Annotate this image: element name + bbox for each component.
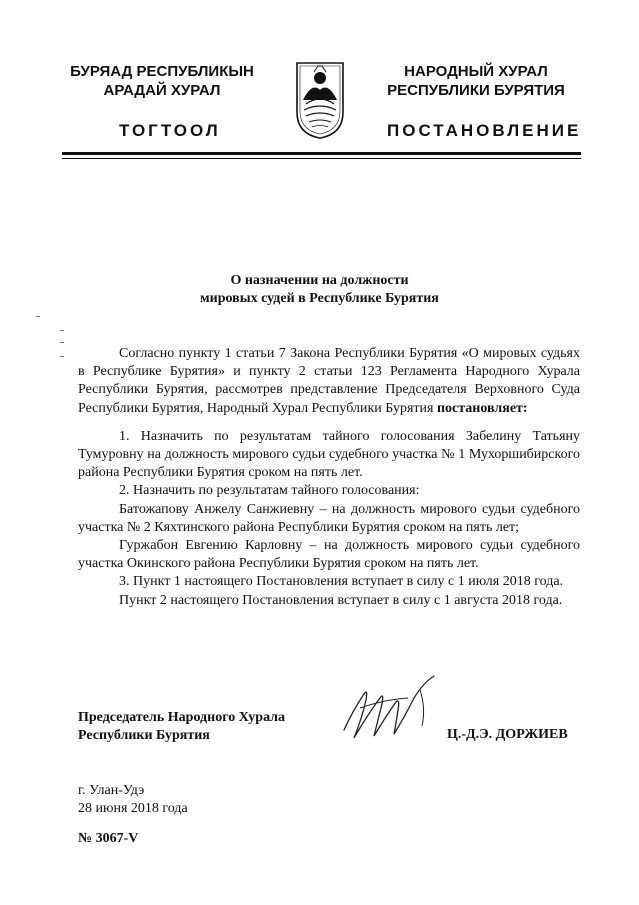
signatory-position <box>78 709 285 745</box>
body-item-3b: Пункт 2 настоящего Постановления вступает в силу с 1 августа 2018 года. <box>119 592 563 608</box>
document-number: № 3067-V <box>78 831 139 846</box>
body-item-3: 3. Пункт 1 настоящего Постановления вступает в силу с 1 июля 2018 года. <box>119 574 564 590</box>
header-left-org <box>58 62 266 100</box>
body-item-2: 2. Назначить по результатам тайного голосования: <box>119 483 420 499</box>
place-and-date <box>78 782 188 818</box>
coat-of-arms-buryatia-icon <box>294 60 346 140</box>
document-title-line2: мировых судей в Республике Бурятия <box>200 291 439 306</box>
document-body <box>78 345 580 610</box>
header-right-line1: НАРОДНЫЙ ХУРАЛ <box>404 63 548 80</box>
document-title-line1: О назначении на должности <box>230 273 409 288</box>
document-date: 28 июня 2018 года <box>78 801 188 816</box>
body-item-2b: Гуржабон Евгению Карловну – на должность мирового судьи судебного участка Окинского района Республики Бурятия сроком на пять лет. <box>78 538 580 572</box>
margin-tick <box>60 330 64 331</box>
document-title <box>100 272 539 308</box>
body-item-1: 1. Назначить по результатам тайного голосования Забелину Татьяну Тумуровну на должность мирового судьи судебного участка № 1 Мухоршибирского района Республики Бурятия сроком на пять лет. <box>78 428 580 481</box>
signatory-position-line1: Председатель Народного Хурала <box>78 710 286 725</box>
preamble-text: Согласно пункту 1 статьи 7 Закона Республики Бурятия «О мировых судьях в Республике Бурятия» и пункту 2 статьи 123 Регламента Народного Хурала Республики Бурятия, рассмотрев представление Председателя Верховного Суда Республики Бурятия, Народный Хурал Республики Бурятия <box>78 346 580 416</box>
resolves-word: постановляет: <box>436 400 528 416</box>
signatory-position-line2: Республики Бурятия <box>78 728 210 743</box>
header-left-line1: БУРЯАД РЕСПУБЛИКЫН <box>70 63 254 80</box>
header-divider-thin <box>62 158 581 159</box>
header-right-line2: РЕСПУБЛИКИ БУРЯТИЯ <box>387 82 565 99</box>
header-left-line2: АРАДАЙ ХУРАЛ <box>103 82 221 99</box>
place-city: г. Улан-Удэ <box>78 783 145 798</box>
margin-tick <box>60 356 64 357</box>
margin-tick <box>36 316 40 317</box>
header-left-doc-type: ТОГТООЛ <box>119 121 221 140</box>
body-item-2a: Батожапову Анжелу Санжиевну – на должность мирового судьи судебного участка № 2 Кяхтинского района Республики Бурятия сроком на пять лет; <box>78 501 580 535</box>
body-preamble <box>78 345 580 418</box>
header-right-org <box>376 62 576 100</box>
header-right-doc-type: ПОСТАНОВЛЕНИЕ <box>387 121 582 140</box>
margin-tick <box>60 342 64 343</box>
signatory-name: Ц.-Д.Э. ДОРЖИЕВ <box>447 727 568 742</box>
handwritten-signature <box>334 668 444 744</box>
header-divider-thick <box>62 152 581 155</box>
